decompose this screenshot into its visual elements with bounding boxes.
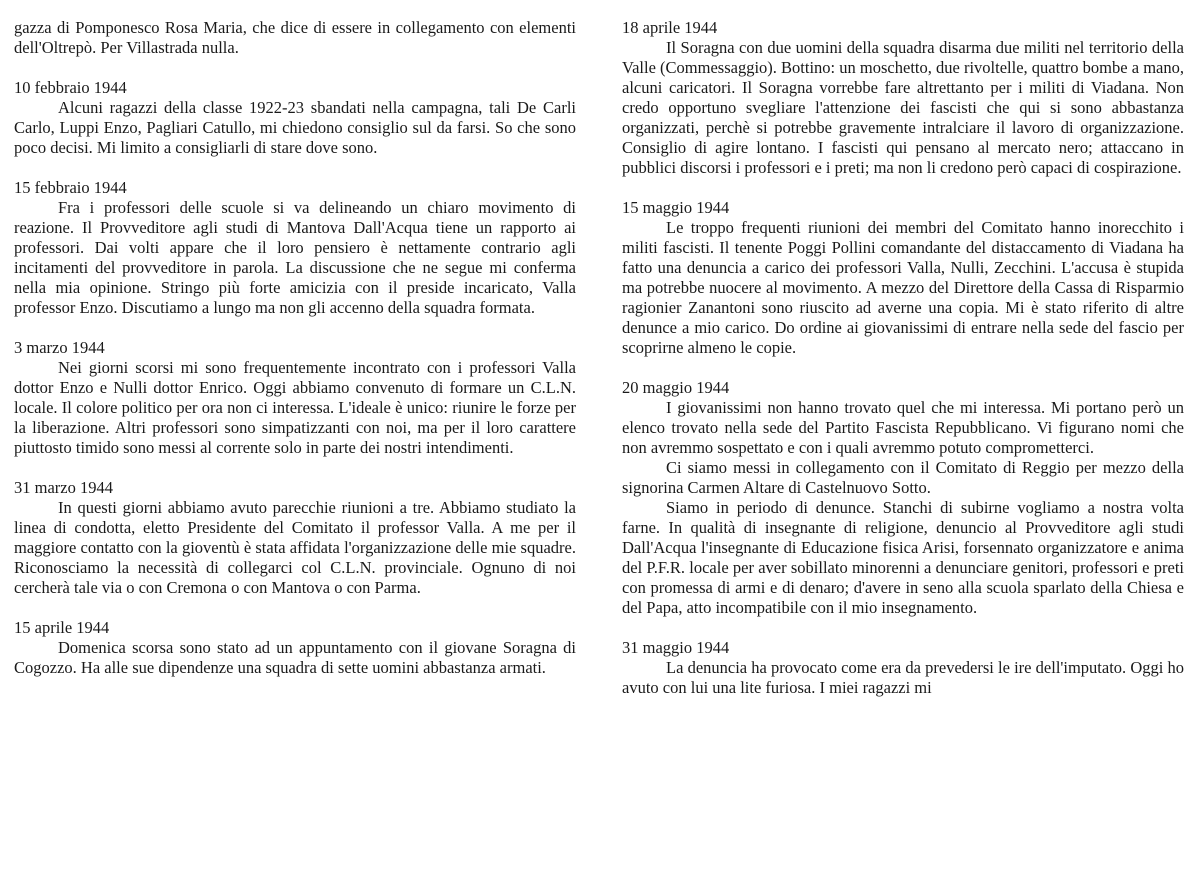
- entry-date: 15 febbraio 1944: [14, 178, 127, 197]
- diary-entry: [622, 378, 1184, 618]
- entry-date: 20 maggio 1944: [622, 378, 730, 397]
- entry-paragraph: Fra i professori delle scuole si va delineando un chiaro movimento di reazione. Il Provveditore agli studi di Mantova Dall'Acqua tiene un rapporto ai professori. Dai volti appare che il loro pensiero è nettamente contrario agli incitamenti del provveditore in parola. La discussione che ne segue mi conferma nella mia opinione. Stringo più forte amicizia con il preside incaricato, Valla professor Enzo. Discutiamo a lungo ma non gli accenno della squadra formata.: [14, 198, 576, 317]
- diary-entry: [14, 478, 576, 598]
- diary-entry: [622, 198, 1184, 358]
- entry-date: 3 marzo 1944: [14, 338, 105, 357]
- entry-date: 18 aprile 1944: [622, 18, 718, 37]
- entry-paragraph: Ci siamo messi in collegamento con il Comitato di Reggio per mezzo della signorina Carmen Altare di Castelnuovo Sotto.: [622, 458, 1184, 497]
- entry-paragraph: Nei giorni scorsi mi sono frequentemente incontrato con i professori Valla dottor Enzo e Nulli dottor Enrico. Oggi abbiamo convenuto di formare un C.L.N. locale. Il colore politico per ora non ci interessa. L'ideale è unico: riunire le forze per la liberazione. Altri professori sono simpatizzanti con noi, ma per il loro carattere piuttosto timido sono messi al corrente solo in parte dei nostri intendimenti.: [14, 358, 576, 457]
- entry-date: 31 marzo 1944: [14, 478, 113, 497]
- right-column: [622, 18, 1184, 718]
- diary-entry: [14, 338, 576, 458]
- entry-paragraph: Le troppo frequenti riunioni dei membri del Comitato hanno inorecchito i militi fascisti. Il tenente Poggi Pollini comandante del distaccamento di Viadana ha fatto una denuncia a carico dei professori Valla, Nulli, Zecchini. L'accusa è stupida ma potrebbe nuocere al movimento. A mezzo del Direttore della Cassa di Risparmio ragionier Zanantoni sono riuscito ad averne una copia. Mi è stato riferito di altre denunce a mio carico. Do ordine ai giovanissimi di entrare nella sede del fascio per scoprirne almeno le copie.: [622, 218, 1184, 357]
- entry-paragraph: I giovanissimi non hanno trovato quel che mi interessa. Mi portano però un elenco trovato nella sede del Partito Fascista Repubblicano. Vi figurano nomi che non avremmo sospettato e con i quali avremmo potuto comprometterci.: [622, 398, 1184, 457]
- entry-date: 31 maggio 1944: [622, 638, 730, 657]
- entry-paragraph: In questi giorni abbiamo avuto parecchie riunioni a tre. Abbiamo studiato la linea di condotta, eletto Presidente del Comitato il professor Valla. A me per il maggiore contatto con la gioventù è stata affidata l'organizzazione delle mie squadre. Riconosciamo la necessità di collegarci col C.L.N. provinciale. Ognuno di noi cercherà tale via o con Cremona o con Mantova o con Parma.: [14, 498, 576, 597]
- entry-date: 15 aprile 1944: [14, 618, 110, 637]
- diary-entry: [622, 638, 1184, 698]
- diary-entry-intro: [14, 18, 576, 58]
- entry-paragraph: Siamo in periodo di denunce. Stanchi di subirne vogliamo a nostra volta farne. In qualità di insegnante di religione, denuncio al Provveditore agli studi Dall'Acqua l'insegnante di Educazione fisica Arisi, forsennato organizzatore e anima del P.F.R. locale per aver sobillato minorenni a denunciare genitori, professori e preti con promessa di armi e di denaro; d'avere in seno alla scuola sparlato della Chiesa e del Papa, atto incompatibile con il mio insegnamento.: [622, 498, 1184, 617]
- left-column: [14, 18, 576, 698]
- diary-entry: [14, 618, 576, 678]
- entry-paragraph: La denuncia ha provocato come era da prevedersi le ire dell'imputato. Oggi ho avuto con lui una lite furiosa. I miei ragazzi mi: [622, 658, 1184, 697]
- entry-paragraph: Il Soragna con due uomini della squadra disarma due militi nel territorio della Valle (Commessaggio). Bottino: un moschetto, due rivoltelle, quattro bombe a mano, alcuni caricatori. Il Soragna vorrebbe fare altrettanto per i militi di Viadana. Non credo opportuno svegliare l'attenzione dei fascisti che qui si sono abbastanza organizzati, perchè si potrebbe gravemente intralciare il lavoro di organizzazione. Consiglio di agire lontano. I fascisti qui pensano al mercato nero; attaccano in pubblici discorsi i professori e i preti; ma non li credono però capaci di cospirazione.: [622, 38, 1184, 177]
- entry-date: 10 febbraio 1944: [14, 78, 127, 97]
- entry-paragraph: gazza di Pomponesco Rosa Maria, che dice di essere in collegamento con elementi dell'Oltrepò. Per Villastrada nulla.: [14, 18, 576, 57]
- entry-date: 15 maggio 1944: [622, 198, 730, 217]
- diary-entry: [14, 178, 576, 318]
- diary-entry: [622, 18, 1184, 178]
- entry-paragraph: Alcuni ragazzi della classe 1922-23 sbandati nella campagna, tali De Carli Carlo, Luppi Enzo, Pagliari Catullo, mi chiedono consiglio sul da farsi. So che sono poco decisi. Mi limito a consigliarli di stare dove sono.: [14, 98, 576, 157]
- diary-entry: [14, 78, 576, 158]
- entry-paragraph: Domenica scorsa sono stato ad un appuntamento con il giovane Soragna di Cogozzo. Ha alle sue dipendenze una squadra di sette uomini abbastanza armati.: [14, 638, 576, 677]
